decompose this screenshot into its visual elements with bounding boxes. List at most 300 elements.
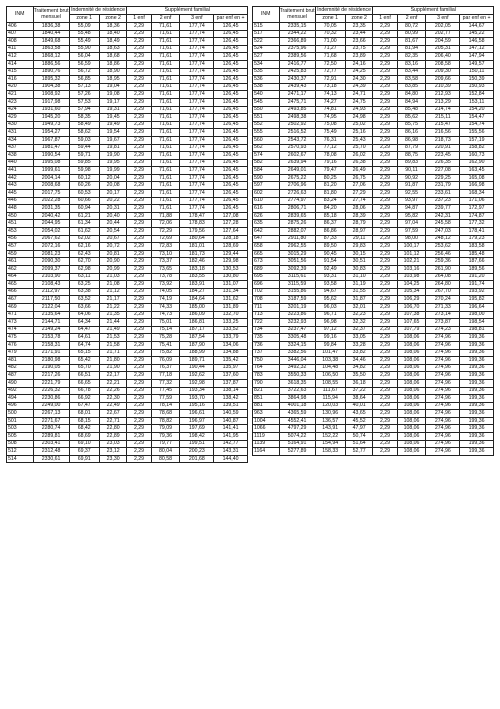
table-row: [7, 440, 248, 448]
cell-traitement: 3015,29: [279, 250, 315, 258]
cell-1-enf: 2,29: [373, 220, 397, 228]
cell-1-enf: 2,29: [373, 205, 397, 213]
cell-par-enf: 126,45: [214, 174, 248, 182]
cell-zone1: 62,98: [69, 266, 99, 274]
cell-1-enf: 2,29: [127, 76, 151, 84]
cell-zone2: 18,95: [99, 76, 127, 84]
cell-traitement: 5164,91: [279, 440, 315, 448]
cell-3-enf: 274,96: [426, 410, 460, 418]
cell-zone1: 58,49: [69, 121, 99, 129]
cell-2-enf: 105,34: [397, 288, 426, 296]
cell-zone1: 108,55: [315, 379, 345, 387]
cell-zone2: 18,68: [99, 53, 127, 61]
cell-2-enf: 108,06: [397, 341, 426, 349]
cell-2-enf: 72,29: [151, 228, 180, 236]
cell-3-enf: 183,91: [180, 281, 214, 289]
cell-inm: 708: [253, 296, 280, 304]
cell-inm: 665: [253, 250, 280, 258]
cell-1-enf: 2,29: [373, 235, 397, 243]
cell-traitement: 2774,97: [279, 197, 315, 205]
cell-inm: 441: [7, 167, 34, 175]
cell-traitement: 2430,37: [279, 76, 315, 84]
cell-par-enf: 150,39: [460, 76, 494, 84]
cell-inm: 1066: [253, 425, 280, 433]
cell-zone2: 26,75: [345, 174, 373, 182]
salary-grid-page: [6, 6, 494, 666]
cell-1-enf: 2,29: [127, 136, 151, 144]
cell-par-enf: 126,45: [214, 60, 248, 68]
cell-2-enf: 87,79: [397, 144, 426, 152]
cell-zone1: 59,98: [69, 167, 99, 175]
cell-zone2: 23,89: [345, 53, 373, 61]
cell-zone2: 25,43: [345, 136, 373, 144]
cell-zone2: 35,50: [345, 372, 373, 380]
cell-inm: 545: [253, 98, 280, 106]
cell-1-enf: 2,29: [373, 258, 397, 266]
cell-zone1: 66,92: [69, 395, 99, 403]
cell-par-enf: 165,08: [460, 174, 494, 182]
cell-3-enf: 198,42: [180, 433, 214, 441]
cell-inm: 443: [7, 182, 34, 190]
cell-zone2: 28,39: [345, 212, 373, 220]
cell-1-enf: 2,29: [127, 228, 151, 236]
cell-inm: 658: [253, 243, 280, 251]
table-row: [253, 76, 494, 84]
cell-par-enf: 131,62: [214, 296, 248, 304]
cell-3-enf: 181,73: [180, 250, 214, 258]
cell-traitement: 2271,67: [33, 417, 69, 425]
cell-par-enf: 199,36: [460, 410, 494, 418]
cell-traitement: 2117,50: [33, 296, 69, 304]
cell-zone1: 152,22: [315, 433, 345, 441]
cell-traitement: 3864,98: [279, 395, 315, 403]
cell-1-enf: 2,29: [127, 68, 151, 76]
cell-inm: 416: [7, 76, 34, 84]
cell-zone1: 95,62: [315, 296, 345, 304]
cell-2-enf: 73,78: [151, 273, 180, 281]
cell-par-enf: 171,06: [460, 197, 494, 205]
table-row: [7, 152, 248, 160]
cell-zone2: 22,30: [99, 395, 127, 403]
cell-3-enf: 231,79: [426, 182, 460, 190]
cell-3-enf: 177,74: [180, 53, 214, 61]
cell-3-enf: 274,96: [426, 433, 460, 441]
table-row: [7, 433, 248, 441]
cell-3-enf: 274,96: [426, 349, 460, 357]
cell-2-enf: 93,97: [397, 197, 426, 205]
cell-par-enf: 142,77: [214, 440, 248, 448]
table-row: [253, 167, 494, 175]
cell-2-enf: 80,99: [397, 30, 426, 38]
cell-traitement: 2875,26: [279, 220, 315, 228]
cell-zone2: 24,93: [345, 106, 373, 114]
cell-1-enf: 2,29: [373, 23, 397, 31]
cell-3-enf: 274,96: [426, 334, 460, 342]
cell-par-enf: 154,20: [460, 106, 494, 114]
cell-zone1: 90,45: [315, 250, 345, 258]
cell-par-enf: 138,14: [214, 387, 248, 395]
cell-1-enf: 2,29: [373, 266, 397, 274]
cell-zone1: 63,11: [69, 273, 99, 281]
table-row: [7, 121, 248, 129]
cell-1-enf: 2,29: [373, 311, 397, 319]
cell-par-enf: 199,36: [460, 379, 494, 387]
cell-zone2: 19,81: [99, 144, 127, 152]
cell-traitement: 3446,04: [279, 357, 315, 365]
cell-par-enf: 199,36: [460, 372, 494, 380]
cell-traitement: 2602,67: [279, 152, 315, 160]
cell-1-enf: 2,29: [127, 395, 151, 403]
cell-zone1: 76,31: [315, 136, 345, 144]
table-row: [7, 136, 248, 144]
cell-1-enf: 2,29: [373, 68, 397, 76]
cell-par-enf: 126,45: [214, 190, 248, 198]
cell-inm: 538: [253, 83, 280, 91]
cell-1-enf: 2,29: [127, 425, 151, 433]
table-row: [253, 243, 494, 251]
header-3-enf: 3 enf: [426, 15, 460, 23]
cell-par-enf: 126,45: [214, 53, 248, 61]
cell-inm: 490: [7, 379, 34, 387]
cell-zone2: 25,16: [345, 129, 373, 137]
cell-inm: 415: [7, 68, 34, 76]
cell-zone2: 18,40: [99, 30, 127, 38]
table-row: [253, 30, 494, 38]
cell-2-enf: 106,29: [397, 296, 426, 304]
cell-zone2: 22,21: [99, 379, 127, 387]
cell-par-enf: 155,56: [460, 129, 494, 137]
cell-3-enf: 184,64: [180, 296, 214, 304]
cell-zone1: 61,34: [69, 220, 99, 228]
cell-par-enf: 187,66: [460, 258, 494, 266]
cell-1-enf: 2,29: [127, 190, 151, 198]
cell-inm: 736: [253, 341, 280, 349]
cell-zone1: 67,47: [69, 402, 99, 410]
cell-zone2: 18,86: [99, 60, 127, 68]
cell-1-enf: 2,29: [127, 106, 151, 114]
cell-1-enf: 2,29: [127, 357, 151, 365]
cell-par-enf: 140,87: [214, 417, 248, 425]
cell-par-enf: 127,28: [214, 220, 248, 228]
cell-3-enf: 271,33: [426, 303, 460, 311]
cell-2-enf: 85,75: [397, 121, 426, 129]
table-row: [253, 83, 494, 91]
cell-2-enf: 89,83: [397, 159, 426, 167]
cell-par-enf: 147,94: [460, 53, 494, 61]
table-row: [7, 395, 248, 403]
cell-2-enf: 88,75: [397, 152, 426, 160]
cell-par-enf: 152,84: [460, 91, 494, 99]
cell-3-enf: 201,68: [180, 455, 214, 463]
cell-zone2: 25,02: [345, 121, 373, 129]
cell-1-enf: 2,29: [127, 159, 151, 167]
cell-inm: 500: [7, 410, 34, 418]
cell-traitement: 1908,92: [33, 91, 69, 99]
cell-zone2: 23,75: [345, 45, 373, 53]
cell-3-enf: 177,74: [180, 121, 214, 129]
cell-3-enf: 177,74: [180, 190, 214, 198]
cell-2-enf: 71,61: [151, 53, 180, 61]
cell-traitement: 2498,38: [279, 114, 315, 122]
cell-zone1: 65,70: [69, 364, 99, 372]
cell-inm: 590: [253, 174, 280, 182]
cell-3-enf: 264,08: [426, 273, 460, 281]
cell-zone2: 22,71: [99, 417, 127, 425]
cell-inm: 551: [253, 114, 280, 122]
cell-2-enf: 71,61: [151, 98, 180, 106]
cell-traitement: 1917,98: [33, 98, 69, 106]
cell-zone2: 22,89: [99, 433, 127, 441]
table-row: [253, 273, 494, 281]
cell-traitement: 2366,89: [279, 38, 315, 46]
cell-3-enf: 259,36: [426, 258, 460, 266]
cell-zone2: 31,10: [345, 273, 373, 281]
cell-1-enf: 2,29: [373, 182, 397, 190]
cell-1-enf: 2,29: [373, 98, 397, 106]
cell-1-enf: 2,29: [127, 281, 151, 289]
table-row: [253, 228, 494, 236]
header-zone2: zone 2: [345, 15, 373, 23]
cell-zone1: 143,91: [315, 425, 345, 433]
cell-inm: 597: [253, 182, 280, 190]
cell-par-enf: 126,45: [214, 121, 248, 129]
table-row: [7, 212, 248, 220]
cell-zone2: 21,17: [99, 296, 127, 304]
cell-1-enf: 2,29: [373, 152, 397, 160]
cell-2-enf: 77,18: [151, 372, 180, 380]
table-row: [7, 357, 248, 365]
cell-par-enf: 126,45: [214, 182, 248, 190]
cell-par-enf: 154,74: [460, 121, 494, 129]
cell-traitement: 2217,26: [33, 372, 69, 380]
cell-3-enf: 177,74: [180, 174, 214, 182]
cell-traitement: 2158,31: [33, 341, 69, 349]
cell-3-enf: 180,64: [180, 235, 214, 243]
cell-zone2: 27,06: [345, 182, 373, 190]
table-row: [253, 197, 494, 205]
cell-traitement: 3115,61: [279, 273, 315, 281]
cell-inm: 505: [7, 433, 34, 441]
table-row: [253, 410, 494, 418]
cell-par-enf: 199,36: [460, 364, 494, 372]
cell-3-enf: 187,17: [180, 326, 214, 334]
table-row: [253, 281, 494, 289]
cell-par-enf: 199,36: [460, 448, 494, 456]
cell-zone2: 18,63: [99, 45, 127, 53]
table-row: [253, 106, 494, 114]
cell-inm: 431: [7, 129, 34, 137]
cell-2-enf: 71,61: [151, 152, 180, 160]
cell-inm: 1004: [253, 417, 280, 425]
cell-par-enf: 132,70: [214, 311, 248, 319]
cell-1-enf: 2,29: [127, 319, 151, 327]
cell-traitement: 2008,68: [33, 182, 69, 190]
cell-1-enf: 2,29: [373, 190, 397, 198]
table-row: [7, 266, 248, 274]
cell-par-enf: 143,31: [214, 448, 248, 456]
cell-zone1: 58,35: [69, 114, 99, 122]
header-row-top: [7, 7, 248, 15]
cell-traitement: 2706,96: [279, 182, 315, 190]
cell-1-enf: 2,29: [373, 45, 397, 53]
cell-zone1: 59,85: [69, 159, 99, 167]
cell-2-enf: 83,85: [397, 83, 426, 91]
cell-par-enf: 150,93: [460, 83, 494, 91]
cell-traitement: 1895,32: [33, 76, 69, 84]
table-row: [253, 23, 494, 31]
cell-zone2: 23,44: [345, 30, 373, 38]
header-zone1: zone 1: [69, 15, 99, 23]
table-row: [7, 106, 248, 114]
cell-zone1: 78,08: [315, 152, 345, 160]
cell-1-enf: 2,29: [373, 83, 397, 91]
cell-zone2: 19,49: [99, 121, 127, 129]
table-row: [253, 387, 494, 395]
cell-traitement: 2072,16: [33, 243, 69, 251]
cell-inm: 750: [253, 357, 280, 365]
cell-par-enf: 135,42: [214, 357, 248, 365]
cell-1-enf: 2,29: [373, 379, 397, 387]
table-row: [253, 319, 494, 327]
cell-3-enf: 220,91: [426, 144, 460, 152]
cell-zone1: 72,50: [315, 60, 345, 68]
cell-traitement: 4552,41: [279, 417, 315, 425]
cell-3-enf: 192,62: [180, 372, 214, 380]
table-row: [253, 174, 494, 182]
table-row: [253, 395, 494, 403]
cell-par-enf: 137,87: [214, 379, 248, 387]
table-row: [7, 448, 248, 456]
cell-zone2: 21,90: [99, 364, 127, 372]
cell-2-enf: 95,82: [397, 212, 426, 220]
cell-inm: 421: [7, 91, 34, 99]
cell-traitement: 1886,56: [33, 60, 69, 68]
table-row: [7, 341, 248, 349]
table-row: [253, 433, 494, 441]
cell-inm: 515: [253, 23, 280, 31]
header-3-enf: 3 enf: [180, 15, 214, 23]
cell-zone2: 19,99: [99, 167, 127, 175]
table-row: [7, 91, 248, 99]
cell-zone1: 96,98: [315, 319, 345, 327]
table-row: [7, 402, 248, 410]
cell-1-enf: 2,29: [127, 205, 151, 213]
cell-zone1: 66,65: [69, 379, 99, 387]
cell-traitement: 2330,61: [33, 455, 69, 463]
cell-inm: 446: [7, 197, 34, 205]
cell-zone1: 55,09: [69, 23, 99, 31]
cell-par-enf: 126,45: [214, 205, 248, 213]
cell-3-enf: 209,66: [426, 76, 460, 84]
cell-traitement: 1840,44: [33, 30, 69, 38]
cell-inm: 534: [253, 60, 280, 68]
cell-zone2: 20,40: [99, 212, 127, 220]
cell-zone1: 79,16: [315, 159, 345, 167]
cell-traitement: 2103,90: [33, 273, 69, 281]
cell-zone1: 94,67: [315, 288, 345, 296]
cell-par-enf: 126,45: [214, 68, 248, 76]
cell-par-enf: 193,92: [460, 288, 494, 296]
cell-zone2: 52,77: [345, 448, 373, 456]
table-row: [7, 182, 248, 190]
cell-3-enf: 178,83: [180, 220, 214, 228]
cell-par-enf: 133,79: [214, 334, 248, 342]
cell-zone1: 56,85: [69, 76, 99, 84]
cell-3-enf: 264,80: [426, 281, 460, 289]
cell-3-enf: 179,56: [180, 228, 214, 236]
cell-zone1: 87,33: [315, 235, 345, 243]
cell-par-enf: 131,34: [214, 288, 248, 296]
cell-traitement: 2081,23: [33, 250, 69, 258]
cell-par-enf: 178,41: [460, 228, 494, 236]
cell-zone2: 26,49: [345, 167, 373, 175]
table-row: [7, 235, 248, 243]
cell-2-enf: 91,87: [397, 182, 426, 190]
cell-1-enf: 2,29: [373, 136, 397, 144]
cell-3-enf: 186,81: [180, 319, 214, 327]
header-row-top: [253, 7, 494, 15]
table-row: [253, 349, 494, 357]
cell-traitement: 1863,58: [33, 45, 69, 53]
table-row: [253, 341, 494, 349]
cell-zone2: 51,64: [345, 440, 373, 448]
cell-zone2: 19,31: [99, 106, 127, 114]
cell-zone2: 19,17: [99, 98, 127, 106]
table-row: [7, 159, 248, 167]
cell-3-enf: 253,62: [426, 243, 460, 251]
cell-1-enf: 2,29: [373, 197, 397, 205]
cell-3-enf: 273,14: [426, 311, 460, 319]
cell-3-enf: 274,96: [426, 379, 460, 387]
cell-2-enf: 71,61: [151, 76, 180, 84]
cell-inm: 503: [7, 425, 34, 433]
cell-zone1: 57,53: [69, 98, 99, 106]
cell-zone2: 23,66: [345, 38, 373, 46]
cell-1-enf: 2,29: [127, 379, 151, 387]
cell-inm: 673: [253, 258, 280, 266]
cell-1-enf: 2,29: [127, 326, 151, 334]
cell-zone1: 115,94: [315, 395, 345, 403]
cell-par-enf: 145,22: [460, 30, 494, 38]
cell-zone1: 96,71: [315, 311, 345, 319]
table-row: [7, 167, 248, 175]
salary-table-left-body: [7, 23, 248, 463]
cell-par-enf: 126,45: [214, 159, 248, 167]
cell-inm: 711: [253, 303, 280, 311]
table-row: [253, 129, 494, 137]
cell-zone1: 59,03: [69, 136, 99, 144]
cell-par-enf: 130,80: [214, 273, 248, 281]
cell-2-enf: 71,61: [151, 106, 180, 114]
cell-2-enf: 84,80: [397, 91, 426, 99]
cell-par-enf: 126,45: [214, 144, 248, 152]
cell-inm: 689: [253, 266, 280, 274]
cell-2-enf: 75,01: [151, 319, 180, 327]
cell-2-enf: 71,61: [151, 30, 180, 38]
cell-inm: 424: [7, 106, 34, 114]
cell-zone2: 21,08: [99, 281, 127, 289]
cell-zone2: 29,11: [345, 235, 373, 243]
cell-1-enf: 2,29: [373, 60, 397, 68]
cell-1-enf: 2,29: [373, 440, 397, 448]
table-row: [253, 152, 494, 160]
cell-3-enf: 206,40: [426, 53, 460, 61]
cell-2-enf: 108,06: [397, 448, 426, 456]
cell-inm: 407: [7, 30, 34, 38]
cell-inm: 550: [253, 106, 280, 114]
cell-par-enf: 134,88: [214, 349, 248, 357]
cell-zone2: 33,82: [345, 349, 373, 357]
